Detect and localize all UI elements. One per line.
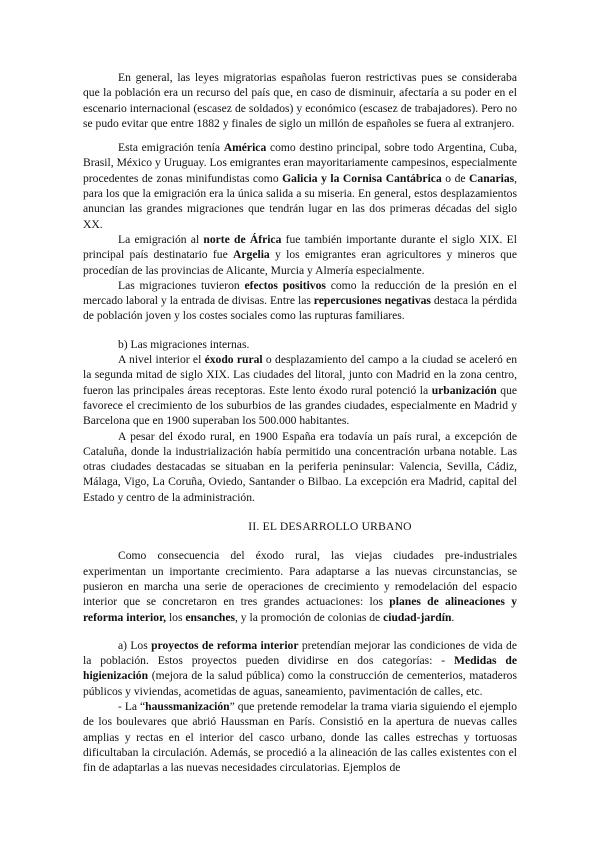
paragraph-interior-reform — [83, 638, 517, 699]
text-run: A nivel interior el — [118, 353, 205, 367]
bold-repercusiones-negativas: repercusiones negativas — [313, 294, 431, 308]
paragraph-migration-effects — [83, 278, 517, 324]
bold-canarias: Canarias — [469, 171, 515, 185]
text-run: Las migraciones tuvieron — [118, 278, 245, 292]
paragraph-rural-spain-1900: A pesar del éxodo rural, en 1900 España era todavía un país rural, a excepción de Cataluña, donde la industrialización había permitido una concentración urbana notable. Las otras ciudades destacadas se situaban en la periferia peninsular: Valencia, Sevilla, Cádiz, Málaga, Vigo, La Coruña, Oviedo, Santander o Bilbao. La excepción era Madrid, capital del Estado y centro de la administración. — [83, 429, 517, 504]
bold-ensanches: ensanches — [185, 610, 235, 624]
text-run: Como consecuencia del éxodo rural, las viejas ciudades pre-industriales experimentan un importante crecimiento. Para adaptarse a las nuevas circunstancias, se pusieron en marcha una serie de operaciones de crecimiento y remodelación del espacio interior que se concretaron en tres grandes actuaciones: los — [83, 549, 517, 609]
bold-galicia: Galicia y la Cornisa Cantábrica — [282, 171, 442, 185]
bold-haussmanizacion: haussmanización — [145, 699, 230, 713]
bold-ciudad-jardin: ciudad-jardín — [383, 610, 452, 624]
text-run: o de — [441, 171, 470, 185]
bold-proyectos-reforma: proyectos de reforma interior — [151, 638, 299, 652]
text-run: Esta emigración tenía — [118, 141, 224, 155]
paragraph-america-emigration — [83, 140, 517, 232]
text-run: , para los que la emigración era la única salida a su miseria. En general, estos desplazamientos anuncian las grandes migraciones que tendrán lugar en las dos primeras décadas del siglo XX. — [83, 171, 518, 231]
text-run: los — [166, 610, 186, 624]
text-run: . — [451, 610, 455, 624]
text-run: (mejora de la salud pública) como la construcción de cementerios, mataderos públicos y viviendas, acometidas de aguas, saneamiento, pavimentación de calles, etc. — [83, 669, 517, 698]
text-run: ” que pretende remodelar la trama viaria siguiendo el ejemplo de los boulevares que abrió Haussman en París. Consistió en la apertura de nuevas calles amplias y rectas en el interior del casco urbano, donde las calles estrechas y tortuosas dificultaban la circulación. Además, se procedió a la alineación de las calles existentes con el fin de adaptarlas a las nuevas necesidades circulatorias. Ejemplos de — [83, 699, 517, 775]
section-heading-urban-development: II. EL DESARROLLO URBANO — [248, 520, 412, 534]
text-run: a) Los — [118, 638, 152, 652]
paragraph-rural-exodus — [83, 352, 517, 428]
paragraph-haussmanization — [83, 699, 517, 775]
text-run: , y la promoción de colonias de — [235, 610, 384, 624]
text-run: pretendían mejorar las condiciones de vida de la población. Estos proyectos pueden dividirse en dos categorías: - — [83, 638, 517, 668]
paragraph-north-africa — [83, 232, 517, 278]
text-run: destaca la pérdida de población joven y los costes sociales como las rupturas familiares. — [83, 294, 517, 323]
bold-argelia: Argelia — [233, 248, 270, 262]
text-run: y los emigrantes eran agricultores y mineros que procedían de las provincias de Alicante, Murcia y Almería especialmente. — [83, 248, 517, 277]
text-run: La emigración al — [118, 232, 204, 246]
paragraph-urban-growth — [83, 548, 517, 624]
text-run: - La “ — [118, 699, 146, 713]
text-run: fue también importante durante el siglo XIX. El principal país destinatario fue — [83, 232, 517, 262]
bold-norte-africa: norte de África — [203, 232, 282, 246]
bold-urbanizacion: urbanización — [431, 383, 497, 397]
bold-efectos-positivos: efectos positivos — [244, 278, 326, 292]
text-run: como la reducción de la presión en el mercado laboral y la entrada de divisas. Entre las — [83, 278, 517, 308]
subheading-internal-migrations: b) Las migraciones internas. — [118, 337, 250, 351]
bold-planes-alineaciones: planes de alineaciones y reforma interior, — [83, 595, 517, 624]
bold-exodo-rural: éxodo rural — [204, 353, 263, 367]
text-run: que favorece el crecimiento de los suburbios de las grandes ciudades, especialmente en Madrid y Barcelona que en 1900 superaban los 500.000 habitantes. — [83, 383, 518, 428]
text-run: como destino principal, sobre todo Argentina, Cuba, Brasil, México y Uruguay. Los emigrantes eran mayoritariamente campesinos, especialmente procedentes de zonas minifundistas como — [83, 141, 517, 185]
bold-america: América — [223, 141, 267, 155]
paragraph-migration-laws: En general, las leyes migratorias españolas fueron restrictivas pues se consideraba que la población era un recurso del país que, en caso de disminuir, afectaría a su poder en el escenario internacional (escasez de soldados) y económico (escasez de trabajadores). Pero no se pudo evitar que entre 1882 y finales de siglo un millón de españoles se fuera al extranjero. — [83, 71, 517, 130]
text-run: o desplazamiento del campo a la ciudad se aceleró en la segunda mitad de siglo XIX. Las ciudades del litoral, junto con Madrid en la zona centro, fueron las principales áreas receptoras. Este lento éxodo rural potenció la — [83, 353, 518, 397]
document-page — [83, 70, 517, 775]
bold-medidas-higienizacion: Medidas de higienización — [83, 654, 517, 683]
